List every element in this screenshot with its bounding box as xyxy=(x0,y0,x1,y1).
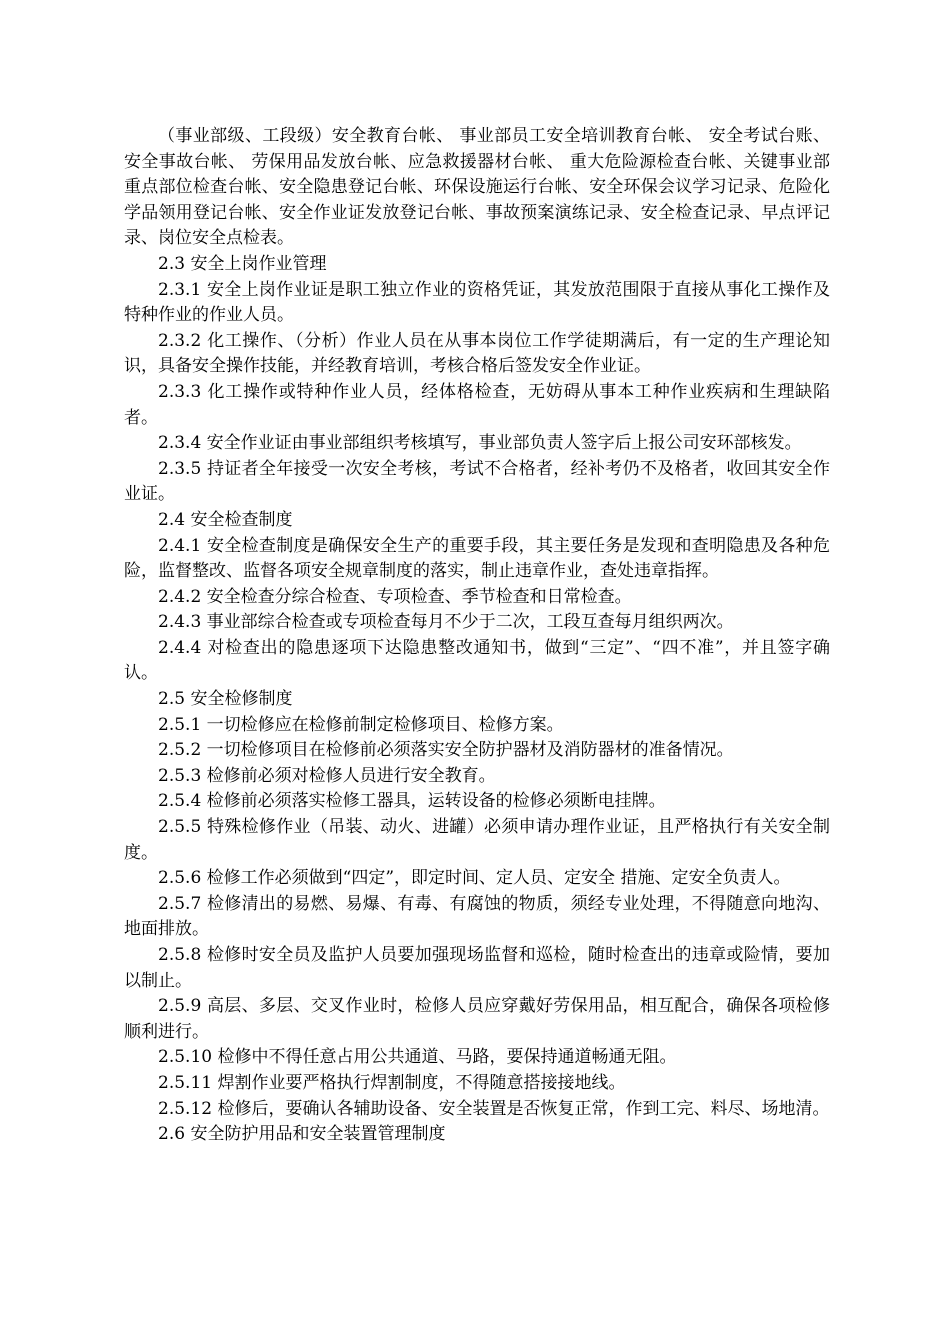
paragraph-2-5-3: 2.5.3 检修前必须对检修人员进行安全教育。 xyxy=(158,765,496,786)
section-heading-2-4: 2.4 安全检查制度 xyxy=(158,509,293,530)
paragraph-2-5-10: 2.5.10 检修中不得任意占用公共通道、马路，要保持通道畅通无阻。 xyxy=(158,1047,677,1068)
paragraph-2-5-5: 2.5.5 特殊检修作业（吊装、动火、进罐）必须申请办理作业证，且严格执行有关安全制度。 xyxy=(124,817,830,863)
paragraph-2-3-2: 2.3.2 化工操作、（分析）作业人员在从事本岗位工作学徒期满后，有一定的生产理论知识，具备安全操作技能，并经教育培训，考核合格后签发安全作业证。 xyxy=(124,330,830,377)
paragraph-2-3-1: 2.3.1 安全上岗作业证是职工独立作业的资格凭证，其发放范围限于直接从事化工操作及特种作业的作业人员。 xyxy=(124,279,830,326)
paragraph-2-4-1: 2.4.1 安全检查制度是确保安全生产的重要手段，其主要任务是发现和查明隐患及各种危险，监督整改、监督各项安全规章制度的落实，制止违章作业，查处违章指挥。 xyxy=(124,535,830,582)
paragraph-2-3-4: 2.3.4 安全作业证由事业部组织考核填写，事业部负责人签字后上报公司安环部核发。 xyxy=(158,433,802,454)
paragraph-ledger-list: （事业部级、工段级）安全教育台帐、 事业部员工安全培训教育台帐、 安全考试台账、 安全事故台帐、 劳保用品发放台帐、应急救援器材台帐、 重大危险源检查台帐、关键事业部重点部位检查台帐、安全隐患登记台帐、环保设施运行台帐、安全环保会议学习记录、危险化学品领用登记台帐、安全作业证发放登记台帐、事故预案演练记录、安全检查记录、早点评记录、岗位安全点检表。 xyxy=(124,126,830,249)
paragraph-2-5-8: 2.5.8 检修时安全员及监护人员要加强现场监督和巡检，随时检查出的违章或险情，要加以制止。 xyxy=(124,945,830,991)
paragraph-2-4-4: 2.4.4 对检查出的隐患逐项下达隐患整改通知书，做到“三定”、“四不准”，并且签字确认。 xyxy=(124,637,830,684)
paragraph-2-5-6: 2.5.6 检修工作必须做到“四定”，即定时间、定人员、定安全 措施、定安全负责人。 xyxy=(158,868,791,889)
paragraph-2-3-3: 2.3.3 化工操作或特种作业人员，经体格检查，无妨碍从事本工种作业疾病和生理缺陷者。 xyxy=(124,381,830,428)
section-heading-2-5: 2.5 安全检修制度 xyxy=(158,689,293,710)
section-heading-2-3: 2.3 安全上岗作业管理 xyxy=(158,253,327,274)
paragraph-2-5-11: 2.5.11 焊割作业要严格执行焊割制度，不得随意搭接接地线。 xyxy=(158,1072,626,1093)
paragraph-2-5-12: 2.5.12 检修后，要确认各辅助设备、安全装置是否恢复正常，作到工完、料尽、场地清。 xyxy=(158,1098,830,1119)
document-page xyxy=(124,124,830,1148)
paragraph-2-5-1: 2.5.1 一切检修应在检修前制定检修项目、检修方案。 xyxy=(158,714,564,735)
paragraph-2-4-3: 2.4.3 事业部综合检查或专项检查每月不少于二次，工段互查每月组织两次。 xyxy=(158,612,734,633)
paragraph-2-4-2: 2.4.2 安全检查分综合检查、专项检查、季节检查和日常检查。 xyxy=(158,586,632,607)
section-heading-2-6: 2.6 安全防护用品和安全装置管理制度 xyxy=(158,1124,446,1145)
paragraph-2-5-9: 2.5.9 高层、多层、交叉作业时，检修人员应穿戴好劳保用品，相互配合，确保各项检修顺利进行。 xyxy=(124,996,830,1042)
paragraph-2-5-4: 2.5.4 检修前必须落实检修工器具，运转设备的检修必须断电挂牌。 xyxy=(158,791,666,812)
paragraph-2-5-2: 2.5.2 一切检修项目在检修前必须落实安全防护器材及消防器材的准备情况。 xyxy=(158,740,734,761)
paragraph-2-3-5: 2.3.5 持证者全年接受一次安全考核，考试不合格者，经补考仍不及格者，收回其安全作业证。 xyxy=(124,458,830,505)
paragraph-2-5-7: 2.5.7 检修清出的易燃、易爆、有毒、有腐蚀的物质，须经专业处理，不得随意向地沟、地面排放。 xyxy=(124,893,830,940)
